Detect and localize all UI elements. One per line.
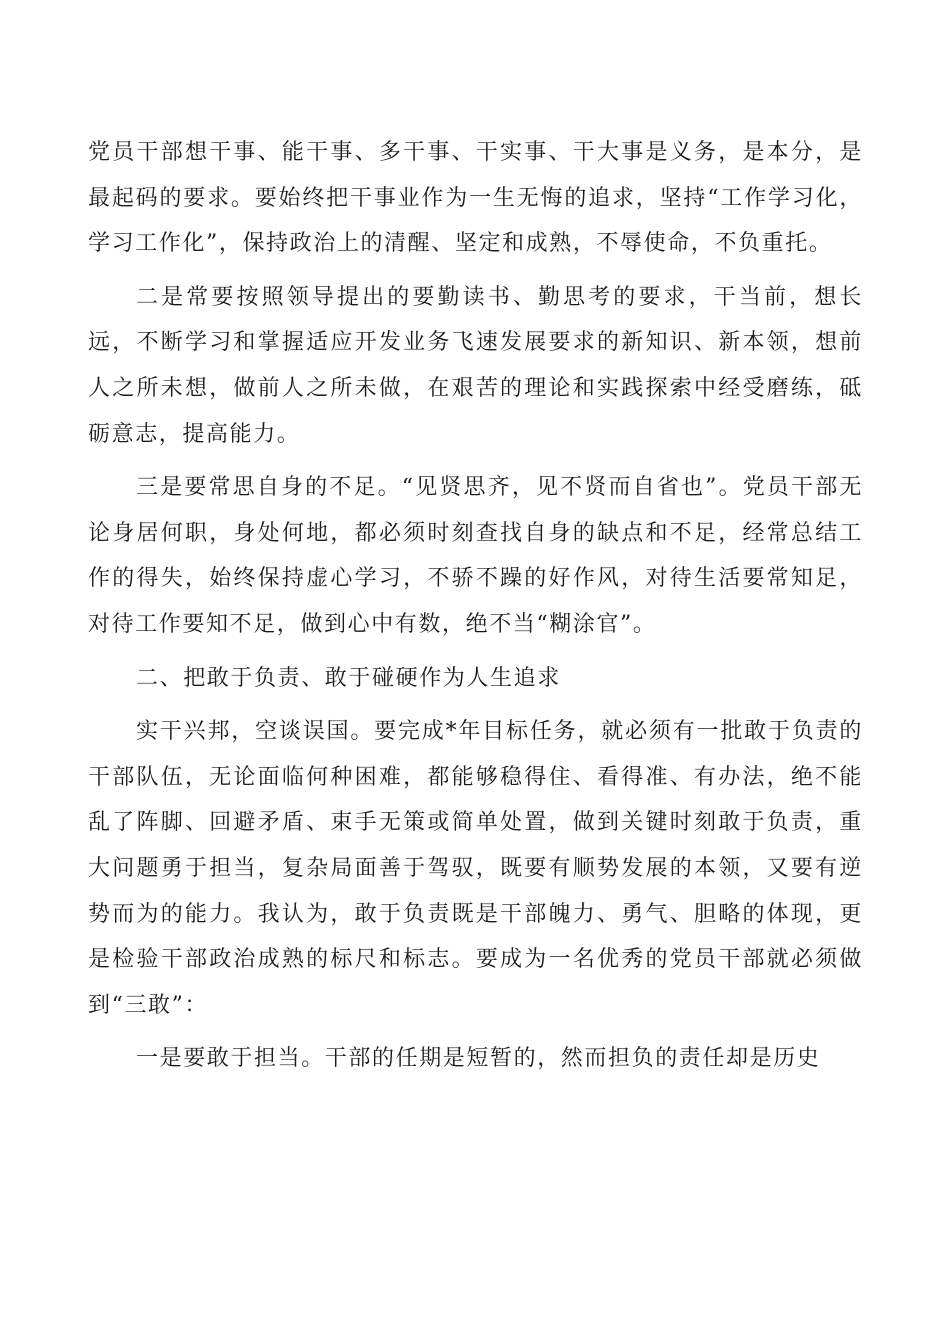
paragraph-1: 党员干部想干事、能干事、多干事、干实事、干大事是义务，是本分，是最起码的要求。要始终把干事业作为一生无悔的追求，坚持“工作学习化，学习工作化”，保持政治上的清醒、坚定和成熟，不辱使命，不负重托。 (88, 140, 863, 257)
paragraph-3: 三是要常思自身的不足。“见贤思齐，见不贤而自省也”。党员干部无论身居何职，身处何地，都必须时刻查找自身的缺点和不足，经常总结工作的得失，始终保持虚心学习，不骄不躁的好作风，对待生活要常知足，对待工作要知不足，做到心中有数，绝不当“糊涂官”。 (88, 475, 863, 637)
section-heading: 二、把敢于负责、敢于碰硬作为人生追求 (136, 665, 561, 691)
paragraph-2: 二是常要按照领导提出的要勤读书、勤思考的要求，干当前，想长远，不断学习和掌握适应开发业务飞速发展要求的新知识、新本领，想前人之所未想，做前人之所未做，在艰苦的理论和实践探索中经受磨练，砥砺意志，提高能力。 (88, 284, 863, 447)
document-body (88, 130, 863, 1090)
paragraph-6: 一是要敢于担当。干部的任期是短暂的，然而担负的责任却是历史 (136, 1046, 821, 1072)
paragraph-5: 实干兴邦，空谈误国。要完成*年目标任务，就必须有一批敢于负责的干部队伍，无论面临何种困难，都能够稳得住、看得准、有办法，绝不能乱了阵脚、回避矛盾、束手无策或简单处置，做到关键时刻敢于负责，重大问题勇于担当，复杂局面善于驾驭，既要有顺势发展的本领，又要有逆势而为的能力。我认为，敢于负责既是干部魄力、勇气、胆略的体现，更是检验干部政治成熟的标尺和标志。要成为一名优秀的党员干部就必须做到“三敢”： (88, 719, 863, 1018)
